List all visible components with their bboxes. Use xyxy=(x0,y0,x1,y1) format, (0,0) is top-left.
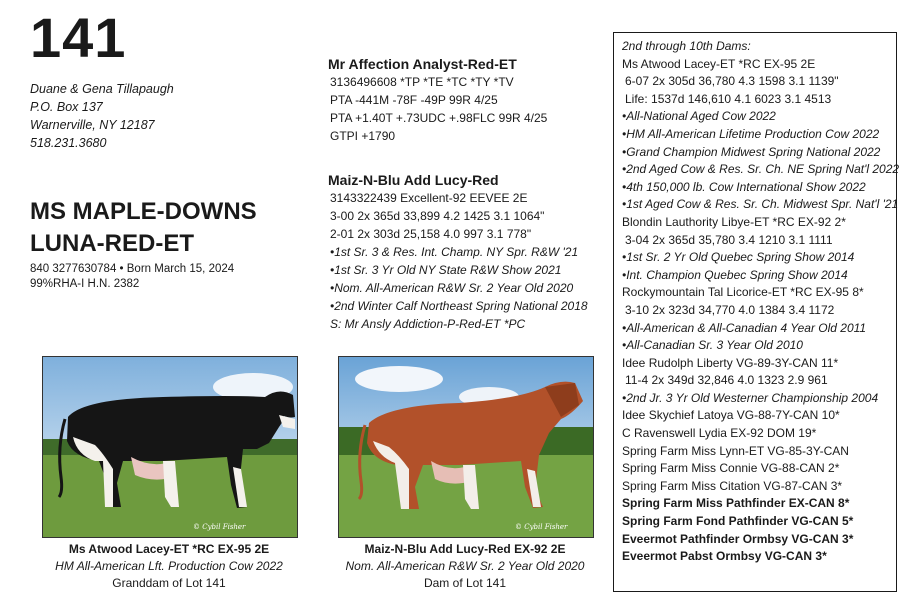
dam-photo-watermark: © Cybil Fisher xyxy=(515,523,568,531)
granddam-caption-title: Ms Atwood Lacey-ET *RC EX-95 2E xyxy=(68,542,270,556)
pedigree-line: Spring Farm Miss Connie VG-88-CAN 2* xyxy=(622,461,840,476)
dam-record-line: 3-00 2x 365d 33,899 4.2 1425 3.1 1064" xyxy=(330,209,545,223)
consignor-phone: 518.231.3680 xyxy=(30,136,107,150)
dam-sire-line: S: Mr Ansly Addiction-P-Red-ET *PC xyxy=(330,317,526,331)
consignor-block xyxy=(30,80,174,152)
dam-award-line: •2nd Winter Calf Northeast Spring National 2018 xyxy=(330,299,588,313)
animal-breed-info: 99%RHA-I H.N. 2382 xyxy=(30,278,140,290)
consignor-address-line2: Warnerville, NY 12187 xyxy=(30,118,155,132)
dam-award-line: •Nom. All-American R&W Sr. 2 Year Old 2020 xyxy=(330,281,574,295)
dam-caption xyxy=(326,541,604,592)
pedigree-line: Spring Farm Fond Pathfinder VG-CAN 5* xyxy=(622,514,854,529)
pedigree-line: Eveermot Pathfinder Ormbsy VG-CAN 3* xyxy=(622,531,854,546)
dam-block xyxy=(328,171,603,333)
granddam-caption-relation: Granddam of Lot 141 xyxy=(112,576,226,590)
pedigree-line: 6-07 2x 305d 36,780 4.3 1598 3.1 1139" xyxy=(625,74,839,89)
dam-award-line: •1st Sr. 3 & Res. Int. Champ. NY Spr. R&W '21 xyxy=(330,245,579,259)
pedigree-line: •1st Aged Cow & Res. Sr. Ch. Midwest Spr. Nat'l '21 xyxy=(622,197,899,212)
pedigree-line: Idee Rudolph Liberty VG-89-3Y-CAN 11* xyxy=(622,355,839,370)
sire-gtpi-line: GTPI +1790 xyxy=(330,129,396,143)
pedigree-line: Ms Atwood Lacey-ET *RC EX-95 2E xyxy=(622,56,816,71)
animal-info xyxy=(30,262,234,292)
pedigree-line: •Grand Champion Midwest Spring National 2022 xyxy=(622,144,881,159)
granddam-photo-watermark: © Cybil Fisher xyxy=(193,523,246,531)
pedigree-line: •All-National Aged Cow 2022 xyxy=(622,109,776,124)
dam-photo xyxy=(338,356,594,538)
pedigree-line: Eveermot Pabst Ormbsy VG-CAN 3* xyxy=(622,549,827,564)
granddam-photo xyxy=(42,356,298,538)
sire-block xyxy=(328,55,603,145)
animal-name-line1: MS MAPLE-DOWNS xyxy=(30,198,257,225)
sire-name: Mr Affection Analyst-Red-ET xyxy=(328,56,517,72)
animal-registration: 840 3277630784 • Born March 15, 2024 xyxy=(30,263,235,275)
pedigree-line: Spring Farm Miss Lynn-ET VG-85-3Y-CAN xyxy=(622,443,849,458)
pedigree-line: 2nd through 10th Dams: xyxy=(622,39,751,53)
pedigree-line: •All-Canadian Sr. 3 Year Old 2010 xyxy=(622,338,803,353)
consignor-address-line1: P.O. Box 137 xyxy=(30,100,103,114)
pedigree-line: •4th 150,000 lb. Cow International Show 2022 xyxy=(622,179,866,194)
dam-caption-relation: Dam of Lot 141 xyxy=(423,576,507,590)
pedigree-line: Life: 1537d 146,610 4.1 6023 3.1 4513 xyxy=(625,91,832,106)
pedigree-line: Idee Skychief Latoya VG-88-7Y-CAN 10* xyxy=(622,408,840,423)
dam-record-line: 2-01 2x 303d 25,158 4.0 997 3.1 778" xyxy=(330,227,532,241)
pedigree-line: Blondin Lauthority Libye-ET *RC EX-92 2* xyxy=(622,214,846,229)
pedigree-line: •2nd Jr. 3 Yr Old Westerner Championship 2004 xyxy=(622,390,879,405)
pedigree-line: •HM All-American Lifetime Production Cow 2022 xyxy=(622,126,880,141)
pedigree-line: Rockymountain Tal Licorice-ET *RC EX-95 8* xyxy=(622,285,864,300)
sire-pta-type-line: PTA +1.40T +.73UDC +.98FLC 99R 4/25 xyxy=(330,111,548,125)
dam-award-line: •1st Sr. 3 Yr Old NY State R&W Show 2021 xyxy=(330,263,562,277)
consignor-name: Duane & Gena Tillapaugh xyxy=(30,82,174,96)
granddam-caption xyxy=(30,541,308,592)
pedigree-line: Spring Farm Miss Pathfinder EX-CAN 8* xyxy=(622,496,850,511)
pedigree-box xyxy=(613,32,900,592)
dam-id-line: 3143322439 Excellent-92 EEVEE 2E xyxy=(330,191,528,205)
dam-name: Maiz-N-Blu Add Lucy-Red xyxy=(328,172,499,188)
pedigree-line: •1st Sr. 2 Yr Old Quebec Spring Show 2014 xyxy=(622,250,855,265)
lot-number: 141 xyxy=(30,6,127,69)
granddam-caption-award: HM All-American Lft. Production Cow 2022 xyxy=(55,559,283,573)
sire-pta-line: PTA -441M -78F -49P 99R 4/25 xyxy=(330,93,498,107)
pedigree-line: •Int. Champion Quebec Spring Show 2014 xyxy=(622,267,848,282)
dam-caption-award: Nom. All-American R&W Sr. 2 Year Old 2020 xyxy=(345,559,585,573)
animal-name xyxy=(30,196,257,260)
pedigree-line: 3-10 2x 323d 34,770 4.0 1384 3.4 1172 xyxy=(625,302,835,317)
pedigree-line: 3-04 2x 365d 35,780 3.4 1210 3.1 1111 xyxy=(625,232,833,247)
pedigree-line: •2nd Aged Cow & Res. Sr. Ch. NE Spring Nat'l 2022 xyxy=(622,162,900,177)
pedigree-line: Spring Farm Miss Citation VG-87-CAN 3* xyxy=(622,478,843,493)
dam-caption-title: Maiz-N-Blu Add Lucy-Red EX-92 2E xyxy=(364,542,566,556)
sire-id-line: 3136496608 *TP *TE *TC *TY *TV xyxy=(330,75,514,89)
pedigree-line: 11-4 2x 349d 32,846 4.0 1323 2.9 961 xyxy=(625,373,828,388)
pedigree-line: •All-American & All-Canadian 4 Year Old 2011 xyxy=(622,320,867,335)
pedigree-line: C Ravenswell Lydia EX-92 DOM 19* xyxy=(622,426,817,441)
animal-name-line2: LUNA-RED-ET xyxy=(30,230,194,257)
